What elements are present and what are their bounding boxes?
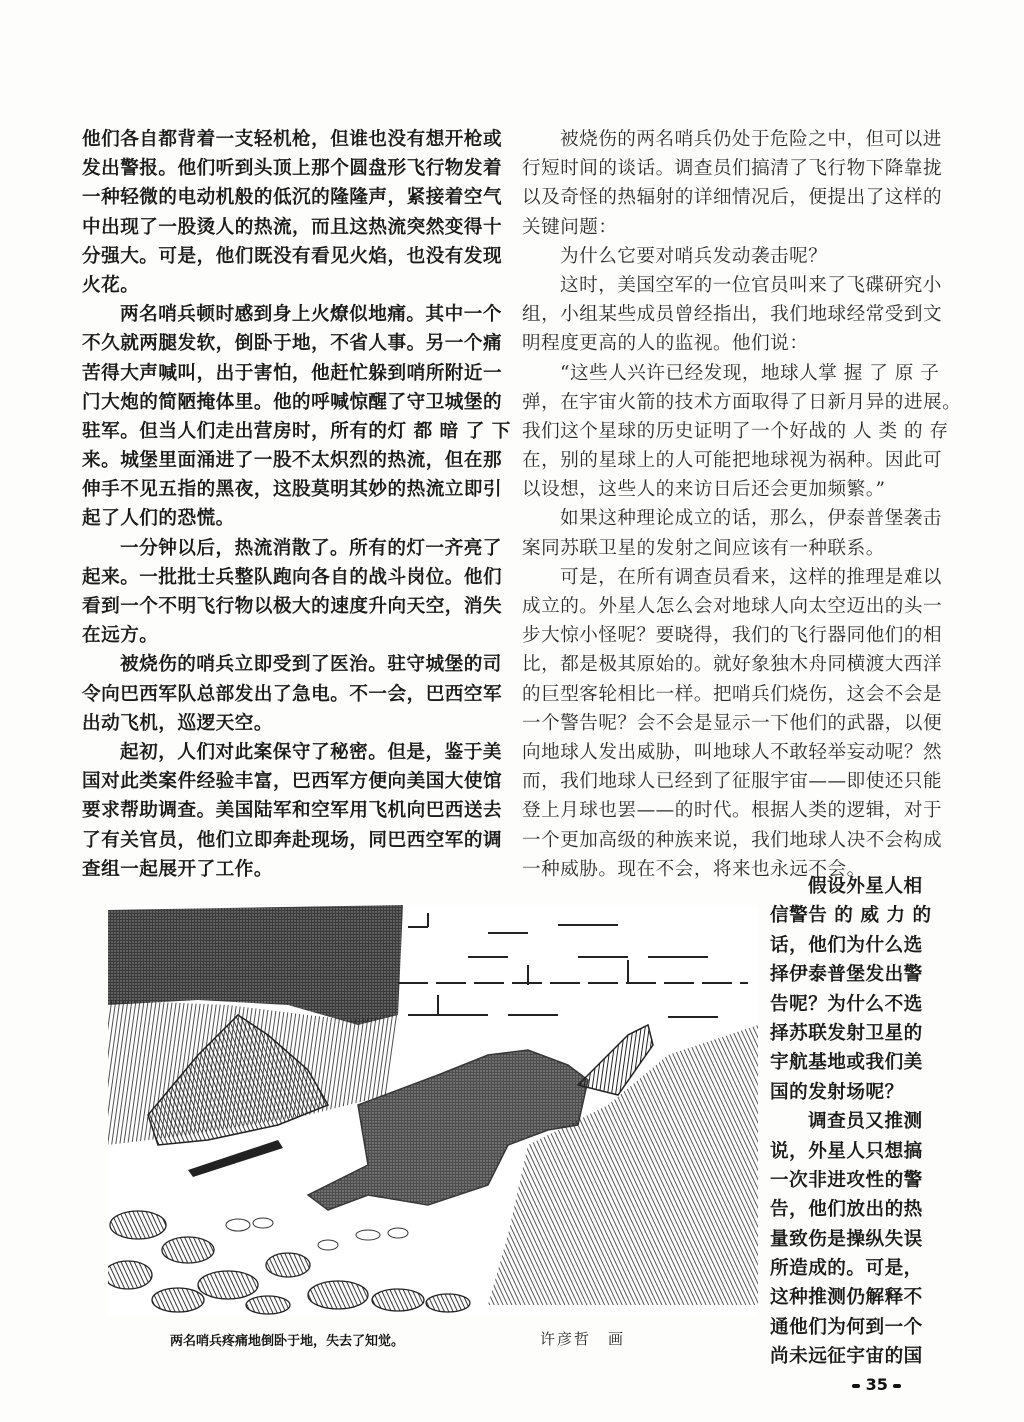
left-text-column [82, 125, 511, 884]
text-line: 择伊泰普堡发出警 [770, 964, 923, 986]
text-line: 来。城堡里面涌进了一股不太炽烈的热流，但在那 [82, 450, 503, 472]
text-line: 他们各自都背着一支轻机枪，但谁也没有想开枪或 [82, 129, 503, 150]
text-line: 而，我们地球人已经到了征服宇宙——即使还只能 [522, 771, 943, 793]
text-line: 伸手不见五指的黑夜，这股莫明其妙的热流立即引 [82, 479, 503, 501]
text-line: 调查员又推测 [808, 1111, 923, 1133]
ornament-left-icon [852, 1384, 860, 1388]
text-line: 国对此类案件经验丰富，巴西军方便向美国大使馆 [82, 771, 503, 793]
text-line: 令向巴西军队总部发出了急电。不一会，巴西空军 [82, 683, 503, 705]
text-line: 一种轻微的电动机般的低沉的隆隆声，紧接着空气 [82, 187, 503, 209]
brick-wall [398, 913, 748, 1017]
text-line: 在，别的星球上的人可能把地球视为祸种。因此可 [522, 450, 943, 472]
narrow-text-column [770, 872, 940, 1372]
illustration-drawing [108, 905, 758, 1315]
text-line: 被烧伤的哨兵立即受到了医治。驻守城堡的司 [120, 654, 502, 676]
illustration [108, 905, 758, 1315]
text-line: 我们这个星球的历史证明了一个好战的 人 类 的 存 [522, 420, 949, 442]
text-line: 案同苏联卫星的发射之间应该有一种联系。 [522, 537, 885, 559]
text-line: 一次非进攻性的警 [770, 1169, 923, 1191]
text-line: 信警告 的 威 力 的 [770, 905, 932, 927]
text-line: 一个更加高级的种族来说，我们地球人决不会构成 [522, 829, 943, 851]
ornament-right-icon [893, 1384, 901, 1388]
right-text-column [522, 125, 962, 884]
text-line: 为什么它要对哨兵发动袭击呢？ [560, 245, 828, 267]
text-line: 了有关官员，他们立即奔赴现场，同巴西空军的调 [82, 829, 503, 851]
text-line: 关键问题： [522, 216, 618, 238]
text-line: 一种威胁。现在不会，将来也永远不会。 [522, 858, 866, 880]
text-line: 一分钟以后，热流消散了。所有的灯一齐亮了 [120, 537, 502, 559]
text-line: 所造成的。可是， [770, 1258, 923, 1280]
text-line: 尚未远征宇宙的国 [770, 1346, 923, 1368]
text-line: 择苏联发射卫星的 [770, 1022, 923, 1044]
text-line: 查组一起展开了工作。 [82, 858, 273, 880]
text-line: 发出警报。他们听到头顶上那个圆盘形飞行物发着 [82, 158, 503, 180]
stones [108, 1211, 470, 1314]
text-line: 这时，美国空军的一位官员叫来了飞碟研究小 [560, 274, 942, 296]
text-line: 以设想，这些人的来访日后还会更加频繁。” [522, 479, 886, 501]
page-number-value: 35 [865, 1375, 888, 1394]
text-line: 看到一个不明飞行物以极大的速度升向天空，消失 [82, 596, 503, 617]
text-line: 要求帮助调查。美国陆军和空军用飞机向巴西送去 [82, 800, 503, 822]
text-line: 起了人们的恐慌。 [82, 508, 235, 530]
text-line: 组，小组某些成员曾经指出，我们地球经常受到文 [522, 304, 943, 326]
text-line: 登上月球也罢——的时代。根据人类的逻辑，对于 [522, 800, 943, 822]
text-line: 可是，在所有调查员看来，这样的推理是难以 [560, 566, 942, 588]
text-line: 向地球人发出威胁，叫地球人不敢轻举妄动呢？然 [522, 741, 943, 763]
text-line: 通他们为何到一个 [770, 1316, 923, 1338]
text-line: 说，外星人只想搞 [770, 1140, 923, 1162]
text-line: 在远方。 [82, 625, 159, 647]
text-line: 一个警告呢？会不会是显示一下他们的武器，以便 [522, 712, 943, 734]
rifle [188, 1140, 283, 1177]
text-line: 如果这种理论成立的话，那么，伊泰普堡袭击 [560, 508, 942, 530]
figure-caption: 两名哨兵疼痛地倒卧于地，失去了知觉。 [170, 1334, 405, 1349]
text-line: 起初，人们对此案保守了秘密。但是，鉴于美 [120, 741, 502, 763]
text-line: “这些人兴许已经发现，地球人掌 握 了 原 子 [560, 362, 940, 384]
text-line: 中出现了一股烫人的热流，而且这热流突然变得十 [82, 216, 503, 238]
text-line: 行短时间的谈话。调查员们搞清了飞行物下降靠拢 [522, 158, 943, 180]
text-line: 出动飞机，巡逻天空。 [82, 712, 273, 734]
text-line: 比，都是极其原始的。就好象独木舟同横渡大西洋 [522, 654, 943, 676]
text-line: 驻军。但当人们走出营房时，所有的灯 都 暗 了 下 [82, 420, 511, 442]
page-number [852, 1375, 901, 1394]
text-line: 的巨型客轮相比一样。把哨兵们烧伤，这会不会是 [522, 683, 943, 705]
text-line: 量致伤是操纵失误 [770, 1228, 923, 1250]
text-line: 火花。 [82, 274, 140, 296]
text-line: 以及奇怪的热辐射的详细情况后，便提出了这样的 [522, 187, 943, 209]
text-line: 弹，在宇宙火箭的技术方面取得了日新月异的进展。 [522, 391, 962, 413]
text-line: 苦得大声喊叫，出于害怕，他赶忙躲到哨所附近一 [82, 362, 503, 384]
text-line: 门大炮的简陋掩体里。他的呼喊惊醒了守卫城堡的 [82, 391, 503, 413]
text-line: 宇航基地或我们美 [770, 1052, 923, 1074]
text-line: 起来。一批批士兵整队跑向各自的战斗岗位。他们 [82, 566, 503, 588]
text-line: 成立的。外星人怎么会对地球人向太空迈出的头一 [522, 596, 943, 617]
text-line: 这种推测仍解释不 [770, 1287, 923, 1309]
text-line: 话，他们为什么选 [770, 934, 923, 956]
text-line: 告，他们放出的热 [770, 1199, 923, 1221]
text-line: 明程度更高的人的监视。他们说： [522, 333, 809, 355]
text-line: 告呢？为什么不选 [770, 993, 923, 1015]
text-line: 两名哨兵顿时感到身上火燎似地痛。其中一个 [120, 304, 502, 326]
artist-credit: 许彦哲 画 [540, 1330, 626, 1348]
text-line: 不久就两腿发软，倒卧于地，不省人事。另一个痛 [82, 333, 503, 355]
text-line: 被烧伤的两名哨兵仍处于危险之中，但可以进 [560, 129, 942, 150]
text-line: 分强大。可是，他们既没有看见火焰，也没有发现 [82, 245, 503, 267]
text-line: 假设外星人相 [808, 876, 923, 897]
pebbles [226, 1218, 408, 1250]
text-line: 步大惊小怪呢？要晓得，我们的飞行器同他们的相 [522, 625, 943, 647]
text-line: 国的发射场呢？ [770, 1081, 904, 1103]
